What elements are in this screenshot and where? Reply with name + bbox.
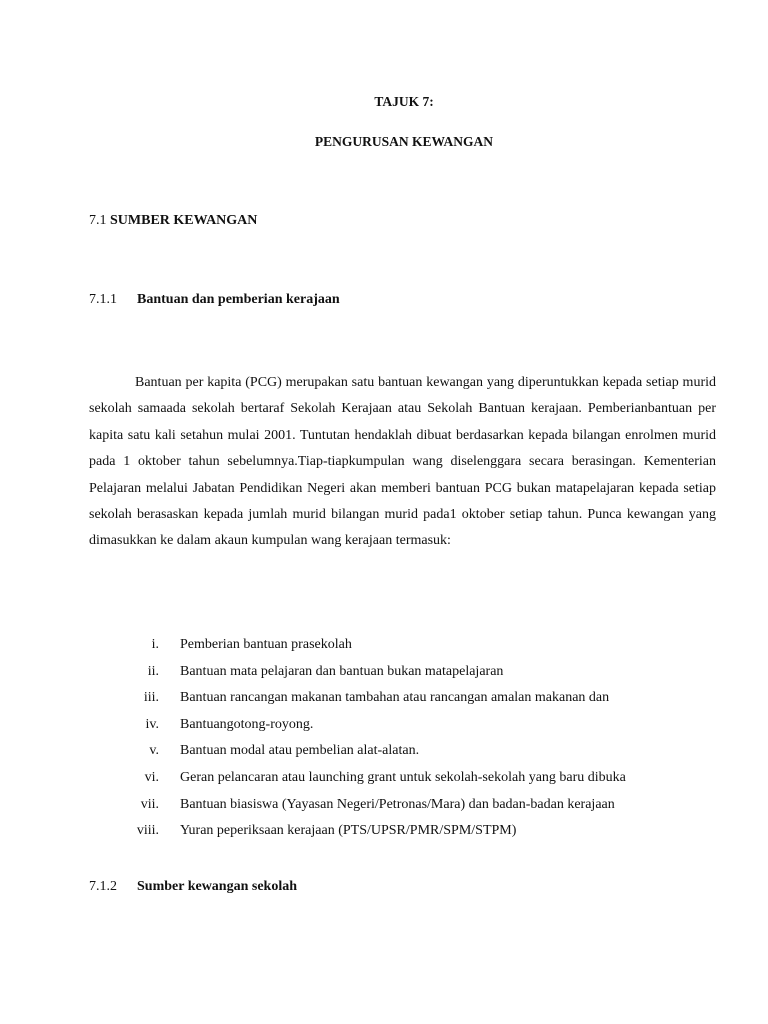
section-number: 7.1 [89,213,107,228]
list-text: Bantuan biasiswa (Yayasan Negeri/Petronas/Mara) dan badan-badan kerajaan [180,796,615,812]
body-paragraph: Bantuan per kapita (PCG) merupakan satu bantuan kewangan yang diperuntukkan kepada setiap murid sekolah samaada sekolah bertaraf Sekolah Kerajaan atau Sekolah Bantuan kerajaan. Pemberianbantuan per kapita satu kali setahun mulai 2001. Tuntutan hendaklah dibuat berdasarkan kepada bilangan enrolmen murid pada 1 oktober tahun sebelumnya.Tiap-tiapkumpulan wang diselenggara secara berasingan. Kementerian Pelajaran melalui Jabatan Pendidikan Negeri akan memberi bantuan PCG bukan matapelajaran kepada setiap sekolah berasaskan kepada jumlah murid bilangan murid pada1 oktober setiap tahun. Punca kewangan yang dimasukkan ke dalam akaun kumpulan wang kerajaan termasuk: [89,375,716,549]
section-title: Sumber kewangan sekolah [137,879,298,894]
list-item [89,770,729,797]
list-text: Bantuan mata pelajaran dan bantuan bukan matapelajaran [180,663,504,679]
section-heading-7-1-1 [89,292,340,308]
list-item [89,717,729,744]
list-numeral: v. [149,743,159,759]
list-item [89,797,729,824]
list-text: Bantuangotong-royong. [180,716,314,732]
list-text: Geran pelancaran atau launching grant untuk sekolah-sekolah yang baru dibuka [180,769,626,785]
list-text: Bantuan modal atau pembelian alat-alatan. [180,743,420,759]
list-numeral: i. [151,637,159,652]
chapter-title: PENGURUSAN KEWANGAN [314,134,494,149]
list-numeral: vi. [144,769,159,785]
list-item [89,823,729,850]
section-number: 7.1.1 [89,292,117,307]
list-numeral: viii. [136,823,159,839]
list-numeral: vii. [140,796,159,812]
list-numeral: ii. [147,663,159,679]
chapter-label: TAJUK 7: [374,94,434,109]
section-heading-7-1-2 [89,879,297,895]
list-text: Bantuan rancangan makanan tambahan atau rancangan amalan makanan dan [180,690,610,706]
list-text: Pemberian bantuan prasekolah [180,637,352,652]
section-title: Bantuan dan pemberian kerajaan [137,292,340,307]
section-title: SUMBER KEWANGAN [110,213,258,228]
list-text: Yuran peperiksaan kerajaan (PTS/UPSR/PMR/SPM/STPM) [180,823,517,839]
list-numeral: iv. [145,716,159,732]
section-heading-7-1 [89,213,257,229]
funding-source-list [89,637,729,850]
list-numeral: iii. [143,690,159,706]
section-number: 7.1.2 [89,879,117,894]
list-item [89,637,729,664]
list-item [89,690,729,717]
list-item [89,743,729,770]
list-item [89,664,729,691]
